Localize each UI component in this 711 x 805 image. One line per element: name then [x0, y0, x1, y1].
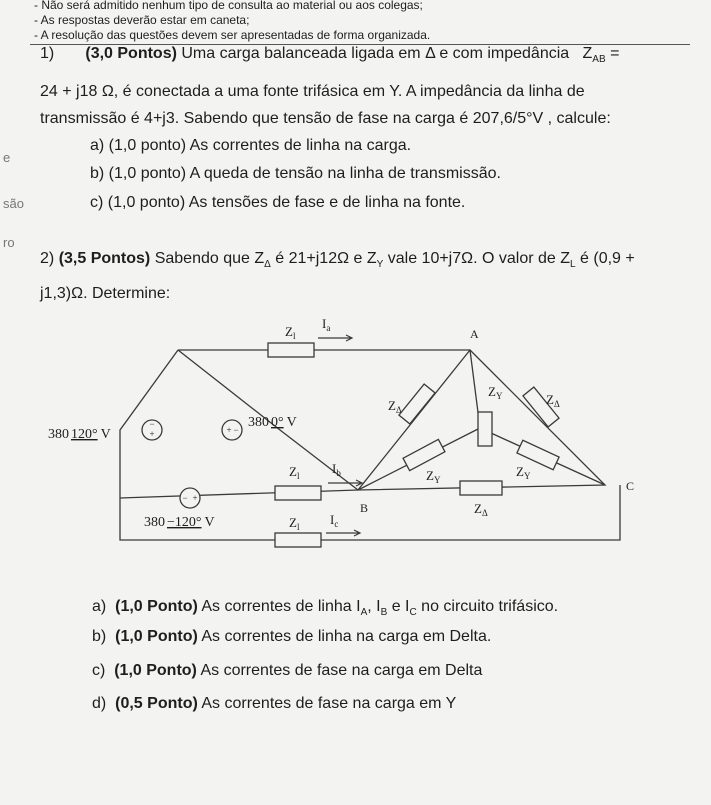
header-note-3: - A resolução das questões devem ser apresentadas de forma organizada. — [34, 28, 431, 42]
node-b-label: B — [360, 501, 369, 515]
source-b-label: 380 0° V — [248, 415, 297, 430]
z-line-a-box — [268, 343, 314, 357]
z-line-c-box — [275, 533, 321, 547]
source-a-label: 380 120° V — [48, 427, 111, 442]
q1-item-c: c) (1,0 ponto) As tensões de fase e de linha na fonte. — [90, 194, 466, 211]
current-ib-label: $I_b$ — [332, 461, 341, 478]
q1-line-2: 24 + j18 Ω, é conectada a uma fonte trifásica em Y. A impedância da linha de — [40, 83, 585, 100]
source-c-plus: + — [192, 493, 198, 503]
z-line-b-box — [275, 486, 321, 500]
z-y-a-box — [478, 412, 492, 446]
z-y-b-box — [403, 439, 445, 470]
q2-points: (3,5 Pontos) — [58, 250, 151, 267]
current-ia-label: $I_a$ — [322, 316, 331, 333]
z-delta-ac-label: $Z_\Delta$ — [546, 392, 560, 409]
source-c-label: 380 −120° V — [144, 515, 215, 530]
z-delta-bc-label: $Z_\Delta$ — [474, 501, 488, 518]
z-delta-bc-box — [460, 481, 502, 495]
z-line-b-label: $Z_l$ — [289, 464, 300, 481]
q2-item-b: b) (1,0 Ponto) As correntes de linha na carga em Delta. — [92, 628, 492, 645]
current-ia-arrow — [318, 335, 352, 341]
q2-number: 2) — [40, 250, 55, 267]
three-phase-circuit-diagram — [0, 300, 711, 570]
margin-mark-2: são — [3, 196, 24, 211]
z-y-a-label: $Z_Y$ — [488, 384, 503, 401]
z-y-c-label: $Z_Y$ — [516, 464, 531, 481]
z-delta-ab-label: $Z_\Delta$ — [388, 398, 402, 415]
header-note-1: - Não será admitido nenhum tipo de consulta ao material ou aos colegas; — [34, 0, 423, 12]
q2-line-2: j1,3)Ω. Determine: — [40, 285, 171, 302]
margin-mark-1: e — [3, 150, 11, 165]
q2-item-c: c) (1,0 Ponto) As correntes de fase na carga em Delta — [92, 662, 483, 679]
current-ic-label: $I_c$ — [330, 512, 339, 529]
wire-line-b — [120, 490, 358, 498]
q2-line-1: 2) (3,5 Pontos) Sabendo que $Z_\Delta$ é 21+j12Ω e $Z_Y$ vale 10+j7Ω. O valor de $Z_L$ é (0,9 + — [40, 250, 635, 271]
q1-text-1: Uma carga balanceada ligada em Δ e com impedância — [181, 45, 570, 62]
current-ic-arrow — [326, 530, 360, 536]
source-c-minus: − — [182, 493, 188, 503]
header-note-2: - As respostas deverão estar em caneta; — [34, 13, 250, 27]
node-c-label: C — [626, 479, 635, 493]
margin-mark-3: ro — [3, 235, 15, 250]
z-line-c-label: $Z_l$ — [289, 515, 300, 532]
source-b-minus: − — [233, 425, 239, 435]
q1-number: 1) — [40, 45, 55, 62]
q1-item-a: a) (1,0 ponto) As correntes de linha na carga. — [90, 137, 412, 154]
q1-line-3: transmissão é 4+j3. Sabendo que tensão de fase na carga é 207,6/5°V , calcule: — [40, 110, 611, 127]
source-a-plus: + — [149, 429, 155, 439]
q1-zab: $Z_{AB}$ = — [582, 45, 620, 66]
z-line-a-label: $Z_l$ — [285, 324, 296, 341]
z-delta-ab-box — [399, 384, 435, 424]
q1-item-b: b) (1,0 ponto) A queda de tensão na linha de transmissão. — [90, 165, 501, 182]
z-y-b-label: $Z_Y$ — [426, 468, 441, 485]
q2-item-a: a) (1,0 Ponto) As correntes de linha $I_A$, $I_B$ e $I_C$ no circuito trifásico. — [92, 598, 559, 619]
q1-points: (3,0 Pontos) — [85, 45, 177, 62]
q1-line-1 — [40, 45, 619, 65]
source-b — [222, 420, 242, 440]
q2-item-d: d) (0,5 Ponto) As correntes de fase na carga em Y — [92, 695, 457, 712]
current-ib-arrow — [328, 480, 362, 486]
source-b-plus: + — [226, 425, 232, 435]
source-a-minus: − — [149, 419, 155, 429]
node-a-label: A — [470, 327, 479, 341]
